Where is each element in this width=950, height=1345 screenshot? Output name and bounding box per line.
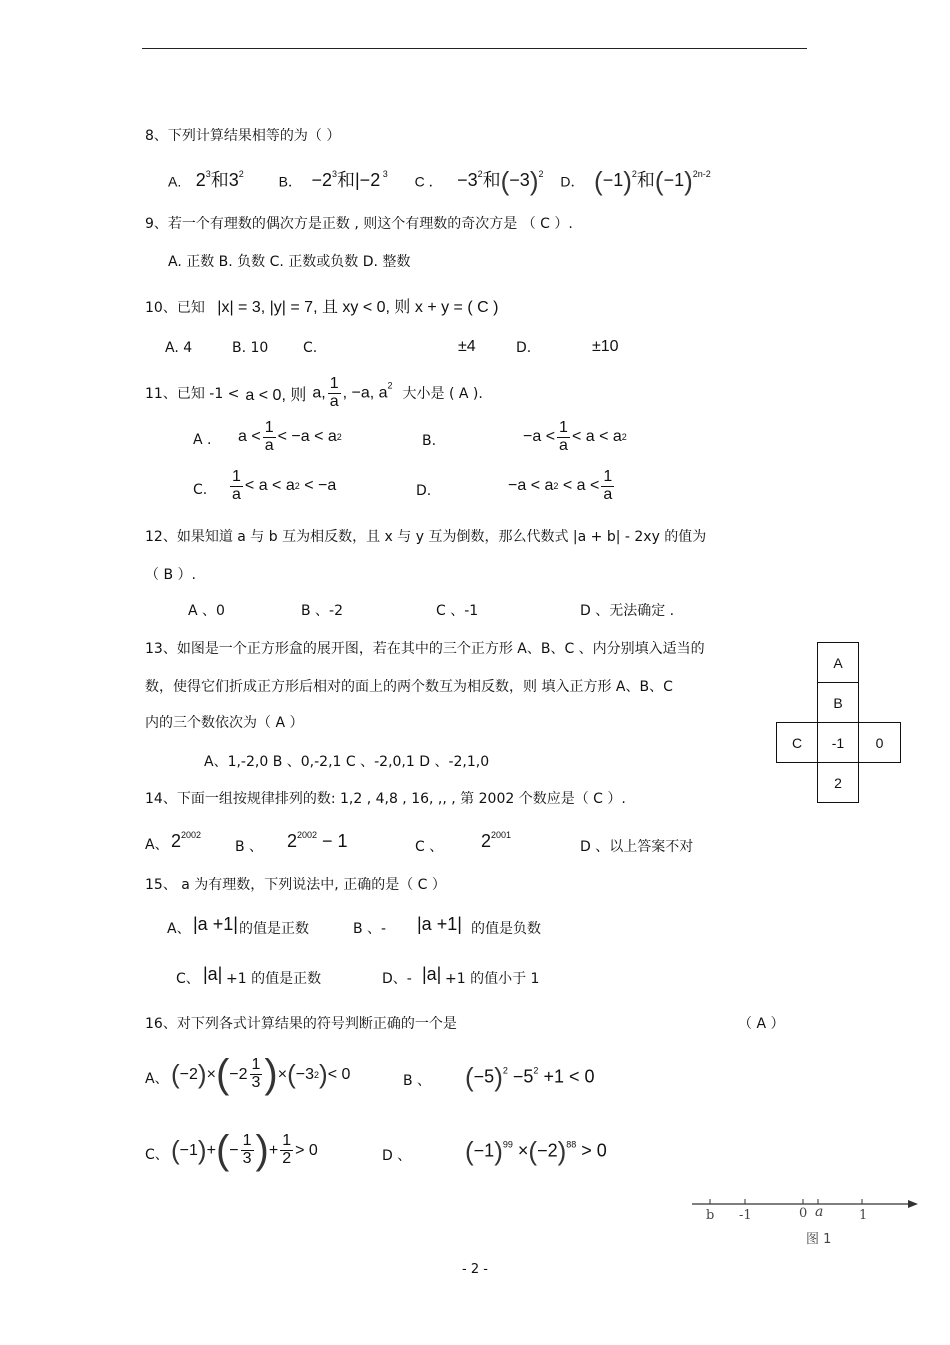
q12-option-c: C 、-1 (436, 603, 479, 619)
net-cell-2: 2 (817, 762, 859, 803)
q16-option-b: $(-5)^2 -5^2 +1 < 0$ (465, 1062, 595, 1092)
q16-option-a-label: A、 (145, 1071, 169, 1087)
q12-options (188, 600, 788, 622)
q14-option-a-label: A、 (145, 837, 169, 853)
q13-line1: 13、如图是一个正方形盒的展开图，若在其中的三个正方形 A、B、C 、内分别填入适当的 (145, 641, 705, 657)
q16-option-c-label: C、 (145, 1147, 169, 1163)
q15-option-d-label: D、- (382, 971, 412, 987)
q12-option-a: A 、0 (188, 603, 225, 619)
q11-prefix: 11、已知 -1 < (145, 386, 240, 402)
q15-option-c-label: C、 (176, 971, 200, 987)
q8-option-b: $-2^3$和|−2 $^3$ (306, 169, 388, 191)
tick-minus1: -1 (739, 1208, 752, 1223)
q15-option-b-label: B 、- (353, 921, 387, 937)
q12-option-b: B 、-2 (301, 603, 344, 619)
q8-option-a-label: A. (168, 173, 182, 190)
q10-option-d: ±10 (592, 338, 619, 355)
q11-option-a: a < $\frac{1}{a}$ < −a < a 2 (238, 419, 342, 454)
q11-suffix: 大小是 ( A ). (402, 386, 483, 402)
q8-option-c: $-3^2$和$(-3)^2$ (447, 166, 544, 196)
q15-option-a-expr: |a +1| (193, 914, 238, 934)
q14-option-d: D 、以上答案不对 (580, 839, 694, 855)
q15-option-b-text: 的值是负数 (471, 921, 541, 937)
q12-answer: （ B ）. (145, 567, 196, 583)
tick-a: a (815, 1204, 824, 1220)
q11-option-c: $\frac{1}{a}$ < a < a 2 < −a (232, 468, 337, 503)
q15-stem: 15、 a 为有理数，下列说法中, 正确的是（ C ） (145, 877, 446, 893)
q10-option-b: B. 10 (232, 340, 269, 356)
q10-option-a: A. 4 (165, 340, 193, 356)
q10-prefix: 10、已知 (145, 300, 205, 316)
q14-options (145, 830, 765, 858)
q14-option-c: $2^{2001}$ (481, 830, 512, 851)
q16-option-d-label: D 、 (382, 1148, 412, 1164)
tick-1: 1 (859, 1208, 868, 1223)
q8-stem: 8、下列计算结果相等的为（ ） (145, 128, 341, 144)
tick-0: 0 (799, 1206, 808, 1221)
q11-condition: a < 0, 则 (245, 386, 307, 404)
q14-option-b: $2^{2002} - 1$ (287, 830, 348, 851)
figure-caption: 图 1 (806, 1232, 832, 1247)
q8-option-b-label: B． (278, 173, 302, 190)
net-cell-minus1: -1 (817, 722, 859, 763)
q15-row2 (176, 964, 736, 990)
q16-row2 (145, 1124, 785, 1180)
q11-option-d: −a < a 2 < a < $\frac{1}{a}$ (508, 468, 613, 503)
q11-option-b: −a < $\frac{1}{a}$ < a < a 2 (523, 419, 627, 454)
q12-stem: 12、如果知道 a 与 b 互为相反数，且 x 与 y 互为倒数，那么代数式 |a + b| - 2xy 的值为 (145, 529, 707, 545)
q15-option-c-expr: |a| (203, 964, 223, 984)
q14-stem: 14、下面一组按规律排列的数: 1,2 , 4,8 , 16, ,, , 第 2002 个数应是（ C ）. (145, 791, 626, 807)
q14-option-a: $2^{2002}$ (171, 830, 202, 851)
q11-option-a-label: A . (193, 432, 212, 448)
q16-option-c: ( −1 ) + ( − $\frac{1}{3}$ ) + $\frac{1}{2}$ > 0 (171, 1128, 318, 1172)
q12-option-d: D 、无法确定 . (580, 603, 675, 619)
q11-stem (145, 370, 483, 416)
q8-option-d: $(-1)^2$和$(-1)^{2n-2}$ (594, 166, 711, 196)
q13-line3: 内的三个数依次为（ A ） (145, 715, 304, 731)
q14-option-b-label: B 、 (235, 839, 264, 855)
q10-stem (145, 294, 498, 317)
q11-expression: a, $\frac{1}{a}$ , −a, $a^2$ (312, 374, 393, 410)
q13-options: A、1,-2,0 B 、0,-2,1 C 、-2,0,1 D 、-2,1,0 (204, 754, 490, 770)
q15-option-a-text: 的值是正数 (239, 921, 309, 937)
net-cell-a: A (817, 642, 859, 683)
q15-option-d-text: +1 的值小于 1 (445, 971, 540, 987)
q10-option-c: ±4 (458, 338, 476, 355)
q16-option-b-label: B 、 (403, 1073, 432, 1089)
q8-options (168, 166, 711, 197)
q11-option-c-label: C. (193, 482, 208, 498)
net-cell-c: C (776, 722, 818, 763)
net-cell-0: 0 (858, 722, 901, 763)
number-line (690, 1192, 920, 1252)
cube-net (776, 642, 902, 804)
q13-line2: 数，使得它们折成正方形后相对的面上的两个数互为相反数，则 填入正方形 A、B、C (145, 679, 673, 695)
q16-option-d: $(-1)^{99} \times(-2)^{88} > 0$ (465, 1136, 607, 1166)
header-rule (142, 48, 807, 49)
q15-row1 (167, 914, 727, 940)
q8-option-c-label: C ． (414, 173, 443, 190)
q16-option-a: ( −2 ) × ( −2 $\frac{1}{3}$ ) × ( −3 2 ) < 0 (171, 1052, 351, 1096)
number-line-figure (690, 1192, 920, 1252)
q11-option-b-label: B. (422, 433, 437, 449)
q14-option-c-label: C 、 (415, 839, 444, 855)
q9-stem: 9、若一个有理数的偶次方是正数 , 则这个有理数的奇次方是 （ C ）. (145, 216, 573, 232)
q16-stem: 16、对下列各式计算结果的符号判断正确的一个是 (145, 1016, 457, 1032)
q15-option-d-expr: |a| (422, 964, 442, 984)
page-number: - 2 - (462, 1262, 488, 1277)
q15-option-c-text: +1 的值是正数 (226, 971, 322, 987)
q8-option-a: $2^3$和$3^2$ (185, 169, 244, 191)
q8-option-d-label: D． (560, 173, 585, 190)
net-cell-b: B (817, 682, 859, 723)
q10-condition: |x| = 3, |y| = 7, 且 xy < 0, 则 x + y = ( C ) (217, 299, 499, 316)
q15-option-a-label: A、 (167, 921, 191, 937)
q10-option-d-label: D. (516, 340, 532, 356)
q11-option-d-label: D. (416, 483, 432, 499)
q10-option-c-label: C. (303, 340, 318, 356)
q16-answer: （ A ） (738, 1016, 785, 1032)
q15-option-b-expr: |a +1| (417, 914, 462, 934)
tick-b: b (706, 1208, 715, 1223)
q9-options: A. 正数 B. 负数 C. 正数或负数 D. 整数 (168, 254, 411, 270)
q16-row1 (145, 1048, 785, 1104)
q10-options (165, 340, 865, 362)
